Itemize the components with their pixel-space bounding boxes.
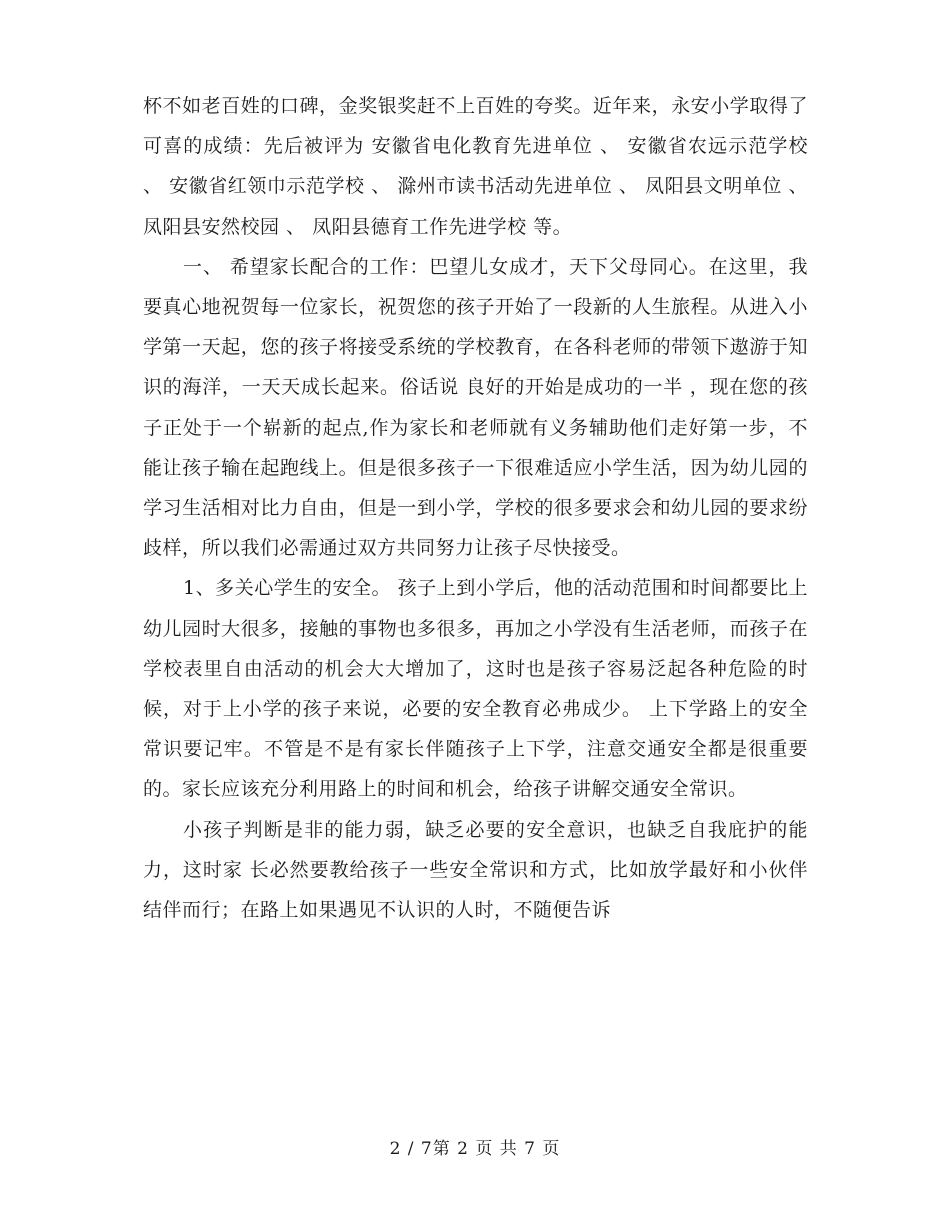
paragraph-self-protection: 小孩子判断是非的能力弱，缺乏必要的安全意识，也缺乏自我庇护的能力，这时家 长必然要教给孩子一些安全常识和方式，比如放学最好和小伙伴结伴而行；在路上如果遇见不认识的人时，不随便告诉 bbox=[143, 818, 808, 922]
document-body bbox=[143, 86, 808, 930]
paragraph-parent-cooperation: 一、 希望家长配合的工作：巴望儿女成才，天下父母同心。在这里，我要真心地祝贺每一位家长，祝贺您的孩子开始了一段新的人生旅程。从进入小学第一天起，您的孩子将接受系统的学校教育，在各科老师的带领下遨游于知识的海洋，一天天成长起来。俗话说 良好的开始是成功的一半 ，现在您的孩子正处于一个崭新的起点,作为家长和老师就有义务辅助他们走好第一步，不能让孩子输在起跑线上。但是很多孩子一下很难适应小学生活，因为幼儿园的学习生活相对比力自由，但是一到小学，学校的很多要求会和幼儿园的要求纷歧样，所以我们必需通过双方共同努力让孩子尽快接受。 bbox=[143, 255, 808, 560]
page-number-footer: 2 / 7第 2 页 共 7 页 bbox=[389, 1139, 561, 1159]
paragraph-student-safety: 1、多关心学生的安全。 孩子上到小学后，他的活动范围和时间都要比上幼儿园时大很多，接触的事物也多很多，再加之小学没有生活老师，而孩子在学校表里自由活动的机会大大增加了，这时也是孩子容易泛起各种危险的时候，对于上小学的孩子来说，必要的安全教育必弗成少。 上下学路上的安全常识要记牢。不管是不是有家长伴随孩子上下学，注意交通安全都是很重要的。家长应该充分利用路上的时间和机会，给孩子讲解交通安全常识。 bbox=[143, 577, 808, 801]
paragraph-honors: 杯不如老百姓的口碑，金奖银奖赶不上百姓的夸奖。近年来，永安小学取得了可喜的成绩：先后被评为 安徽省电化教育先进单位 、 安徽省农远示范学校 、 安徽省红领巾示范学校 、 滁州市读书活动先进单位 、 凤阳县文明单位 、 凤阳县安然校园 、 凤阳县德育工作先进学校 等。 bbox=[143, 95, 808, 238]
